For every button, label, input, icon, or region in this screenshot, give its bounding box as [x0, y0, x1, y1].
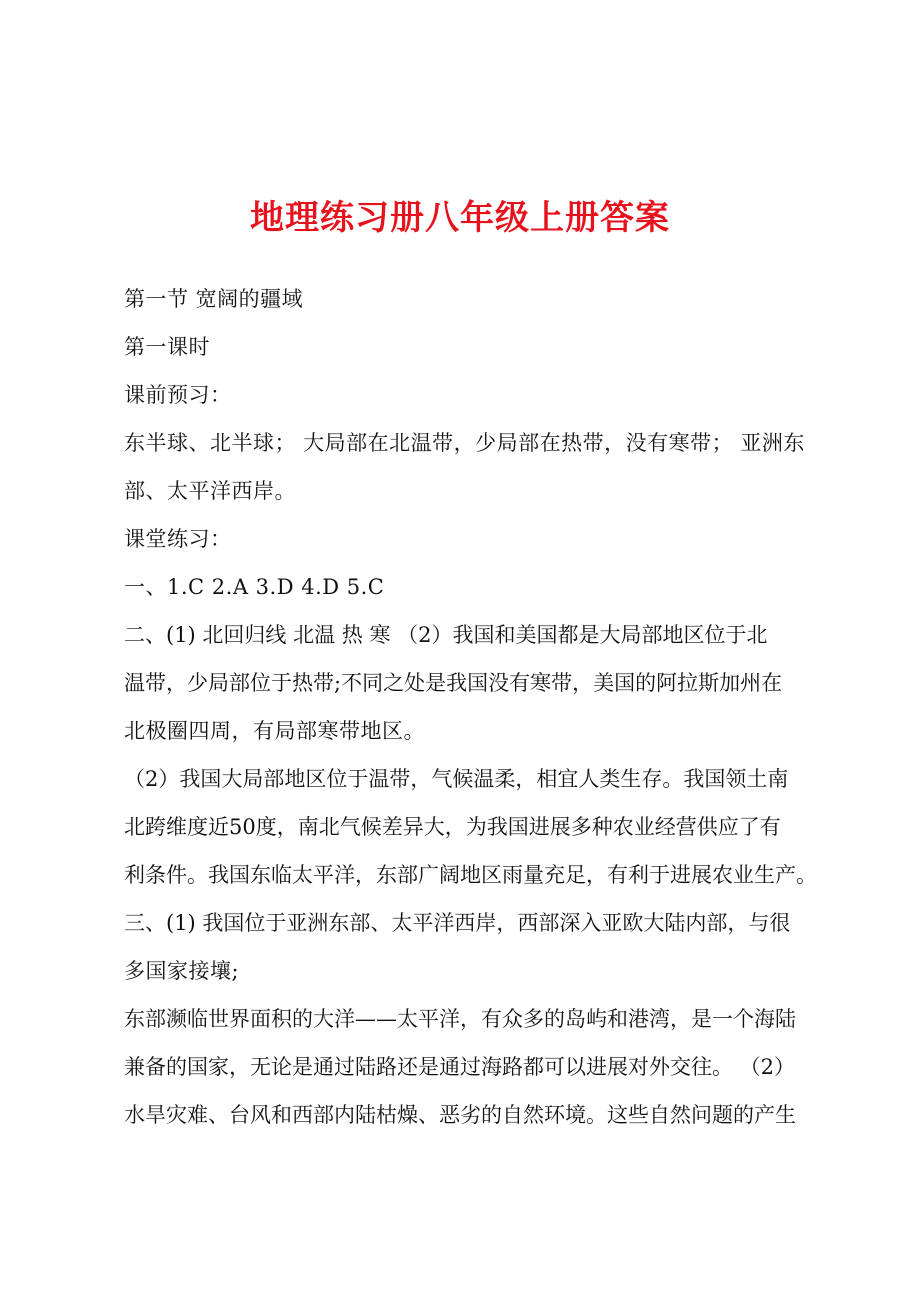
preview-heading: 课前预习：	[124, 383, 232, 407]
answer-line: 二、(1) 北回归线 北温 热 寒 （2）我国和美国都是大局部地区位于北	[124, 623, 768, 647]
section-heading: 第一节 宽阔的疆域	[124, 287, 304, 311]
paragraph-line: 温带，少局部位于热带;不同之处是我国没有寒带，美国的阿拉斯加州在	[124, 671, 783, 695]
document-title: 地理练习册八年级上册答案	[250, 198, 670, 238]
paragraph-line: 多国家接壤;	[124, 959, 240, 983]
answer-line: 三、(1) 我国位于亚洲东部、太平洋西岸，西部深入亚欧大陆内部，与很	[124, 911, 791, 935]
paragraph-line: 北极圈四周，有局部寒带地区。	[124, 719, 425, 743]
paragraph-line: 利条件。我国东临太平洋，东部广阔地区雨量充足，有利于进展农业生产。	[124, 863, 817, 887]
paragraph-line: 水旱灾难、台风和西部内陆枯燥、恶劣的自然环境。这些自然问题的产生	[124, 1103, 796, 1127]
paragraph-line: 东半球、北半球； 大局部在北温带，少局部在热带，没有寒带； 亚洲东	[124, 431, 805, 455]
paragraph-line: 部、太平洋西岸。	[124, 479, 296, 503]
answer-line: 一、1.C 2.A 3.D 4.D 5.C	[124, 575, 385, 599]
paragraph-line: 东部濒临世界面积的大洋——太平洋，有众多的岛屿和港湾，是一个海陆	[124, 1007, 796, 1031]
paragraph-line: 北跨维度近50度，南北气候差异大，为我国进展多种农业经营供应了有	[124, 815, 781, 839]
paragraph-line: （2）我国大局部地区位于温带，气候温柔，相宜人类生存。我国领土南	[124, 767, 789, 791]
paragraph-line: 兼备的国家，无论是通过陆路还是通过海路都可以进展对外交往。 （2）	[124, 1055, 796, 1079]
practice-heading: 课堂练习：	[124, 527, 232, 551]
document-body	[124, 275, 824, 1139]
lesson-heading: 第一课时	[124, 335, 210, 359]
